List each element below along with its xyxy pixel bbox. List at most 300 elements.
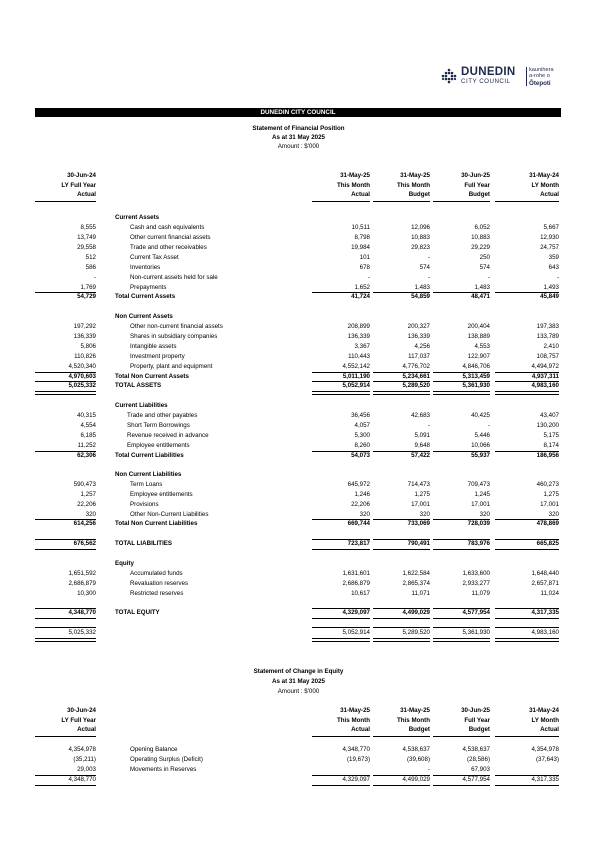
cell-value: 9,648	[414, 442, 430, 449]
cell-value: (37,643)	[535, 756, 559, 763]
rule-line	[495, 519, 559, 520]
table-row	[0, 362, 597, 372]
cell-value: 136,339	[73, 333, 96, 340]
rule-line	[35, 451, 96, 452]
row-label: Trade and other payables	[127, 412, 198, 419]
cell-value: 12,930	[540, 234, 559, 241]
cell-value: 2,410	[543, 343, 559, 350]
rule-line	[312, 785, 370, 786]
cell-value: 6,052	[474, 224, 490, 231]
cell-value: 5,091	[414, 432, 430, 439]
cell-value: 10,300	[77, 590, 96, 597]
cell-value: 43,407	[540, 412, 559, 419]
eq-title: Statement of Change in Equity	[253, 668, 344, 675]
rule-line	[312, 627, 370, 628]
row-label: Term Loans	[130, 481, 163, 488]
cell-value: 5,052,914	[342, 382, 370, 389]
cell-value: 320	[548, 511, 559, 518]
rule-line	[495, 775, 559, 776]
cell-value: 709,473	[467, 481, 490, 488]
rule-line	[35, 381, 96, 382]
rule-line	[35, 292, 96, 293]
col-header-line: This Month	[397, 716, 430, 724]
cell-value: 54,729	[77, 293, 96, 300]
cell-value: 10,511	[351, 224, 370, 231]
col-header-line: 30-Jun-24	[67, 707, 96, 714]
col-header-line: Actual	[540, 191, 559, 198]
rule-line	[433, 519, 490, 520]
rule-line	[312, 292, 370, 293]
rule-line	[312, 539, 370, 540]
rule-line	[495, 292, 559, 293]
rule-line	[433, 638, 490, 642]
rule-line	[312, 451, 370, 452]
table-row	[0, 765, 597, 775]
table-row	[0, 775, 597, 785]
logo-sub: CITY COUNCIL	[461, 78, 511, 85]
cell-value: 29,558	[77, 244, 96, 251]
row-label: Shares in subsidiary companies	[130, 333, 218, 340]
col-header	[433, 171, 490, 200]
col-header-line: 30-Jun-24	[67, 172, 96, 179]
rule-line	[433, 381, 490, 382]
cell-value: 5,300	[354, 432, 370, 439]
cell-value: 645,972	[347, 481, 370, 488]
col-header-line: Budget	[468, 191, 490, 198]
rule-line	[373, 391, 430, 395]
cell-value: 6,185	[80, 432, 96, 439]
cell-value: 4,520,340	[68, 363, 96, 370]
rule-line	[433, 608, 490, 609]
cell-value: 1,275	[414, 491, 430, 498]
cell-value: 11,071	[411, 590, 430, 597]
table-row	[0, 519, 597, 529]
row-label: Intangible assets	[130, 343, 177, 350]
col-header-line: Actual	[351, 191, 370, 198]
rule-line	[495, 638, 559, 642]
cell-value: 5,313,459	[462, 373, 490, 380]
row-label: Property, plant and equipment	[130, 363, 213, 370]
col-header-line: LY Month	[531, 716, 559, 724]
cell-value: 133,789	[536, 333, 559, 340]
cell-value: 1,652	[354, 284, 370, 291]
cell-value: 5,446	[474, 432, 490, 439]
col-header-line: 31-May-25	[400, 172, 430, 179]
council-banner: DUNEDIN CITY COUNCIL	[35, 108, 561, 117]
cell-value: 54,859	[411, 293, 430, 300]
rule-line	[373, 736, 430, 737]
col-header	[35, 706, 96, 735]
eq-date: As at 31 May 2025	[272, 678, 325, 685]
cell-value: 208,899	[347, 323, 370, 330]
row-label: TOTAL LIABILITIES	[115, 540, 173, 547]
cell-value: 2,686,879	[68, 580, 96, 587]
cell-value: 42,683	[411, 412, 430, 419]
cell-value: 41,724	[351, 293, 370, 300]
cell-value: 10,066	[471, 442, 490, 449]
cell-value: 4,553	[474, 343, 490, 350]
cell-value: -	[487, 274, 490, 281]
rule-line	[373, 549, 430, 550]
cell-value: (35,211)	[73, 756, 96, 763]
cell-value: 110,826	[74, 353, 96, 360]
rule-line	[433, 618, 490, 619]
logo-maori-1: kaunihera	[529, 67, 554, 73]
cell-value: 8,260	[354, 442, 370, 449]
cell-value: 5,052,914	[342, 629, 370, 636]
row-label: Short Term Borrowings	[127, 422, 190, 429]
row-label: Accumulated funds	[130, 570, 183, 577]
cell-value: 138,889	[467, 333, 490, 340]
cell-value: 101	[359, 254, 370, 261]
col-header-line: 31-May-25	[400, 707, 430, 714]
cell-value: 8,798	[354, 234, 370, 241]
rule-line	[312, 519, 370, 520]
table-row	[0, 470, 597, 480]
rule-line	[35, 736, 96, 737]
cell-value: 665,825	[536, 540, 559, 547]
rule-line	[495, 539, 559, 540]
rule-line	[35, 638, 96, 642]
eq-amount: Amount : $'000	[277, 688, 320, 695]
cell-value: -	[487, 422, 490, 429]
rule-line	[35, 627, 96, 628]
rule-line	[373, 201, 430, 202]
cell-value: 5,234,661	[402, 373, 430, 380]
cell-value: 4,846,706	[462, 363, 490, 370]
cell-value: 643	[548, 264, 559, 271]
cell-value: 586	[85, 264, 96, 271]
cell-value: 117,037	[408, 353, 430, 360]
table-row	[0, 263, 597, 273]
cell-value: 574	[479, 264, 490, 271]
row-label: TOTAL EQUITY	[115, 609, 160, 616]
cell-value: 200,404	[467, 323, 490, 330]
col-header-line: 31-May-24	[529, 707, 559, 714]
cell-value: 4,499,029	[402, 776, 430, 783]
row-label: Provisions	[130, 501, 159, 508]
rule-line	[433, 785, 490, 786]
cell-value: 512	[85, 254, 96, 261]
table-row	[0, 312, 597, 322]
cell-value: 12,096	[411, 224, 430, 231]
row-label: Employee entitlements	[130, 491, 193, 498]
col-header	[312, 171, 370, 200]
cell-value: 5,361,930	[462, 382, 490, 389]
rule-line	[433, 549, 490, 550]
cell-value: (39,608)	[406, 756, 430, 763]
col-header	[35, 171, 96, 200]
cell-value: 1,246	[354, 491, 370, 498]
row-label: Current Assets	[115, 214, 160, 221]
rule-line	[373, 638, 430, 642]
cell-value: 4,552,142	[342, 363, 370, 370]
fp-amount: Amount : $'000	[277, 143, 320, 150]
rule-line	[433, 201, 490, 202]
cell-value: 4,348,770	[68, 776, 96, 783]
cell-value: 10,883	[471, 234, 490, 241]
col-header-line: Budget	[408, 191, 430, 198]
cell-value: 2,657,871	[531, 580, 559, 587]
cell-value: 2,865,374	[402, 580, 430, 587]
row-label: Total Current Assets	[115, 293, 176, 300]
cell-value: 714,473	[407, 481, 430, 488]
cell-value: 4,554	[80, 422, 96, 429]
rule-line	[373, 627, 430, 628]
col-header-line: This Month	[397, 181, 430, 189]
table-row	[0, 745, 597, 755]
row-label: Non Current Assets	[115, 313, 173, 320]
cell-value: 320	[359, 511, 370, 518]
table-row	[0, 579, 597, 589]
cell-value: 723,817	[347, 540, 370, 547]
rule-line	[35, 549, 96, 550]
cell-value: -	[556, 274, 559, 281]
row-label: Prepayments	[130, 284, 167, 291]
table-row	[0, 273, 597, 283]
rule-line	[433, 292, 490, 293]
cell-value: 4,317,335	[531, 776, 559, 783]
cell-value: 728,039	[467, 520, 490, 527]
logo-maori	[529, 67, 554, 79]
rule-line	[312, 372, 370, 373]
rule-line	[373, 618, 430, 619]
table-row	[0, 411, 597, 421]
rule-line	[495, 372, 559, 373]
rule-line	[433, 391, 490, 395]
cell-value: 4,776,702	[402, 363, 430, 370]
col-header	[312, 706, 370, 735]
cell-value: 40,315	[77, 412, 96, 419]
logo-mark-icon	[440, 68, 458, 86]
table-row	[0, 559, 597, 569]
cell-value: 4,354,978	[68, 746, 96, 753]
row-label: Non Current Liabilities	[115, 471, 182, 478]
cell-value: 122,907	[467, 353, 490, 360]
rule-line	[433, 539, 490, 540]
row-label: Inventories	[130, 264, 161, 271]
cell-value: 5,289,520	[402, 629, 430, 636]
table-row	[0, 401, 597, 411]
cell-value: 29,229	[471, 244, 490, 251]
rule-line	[35, 391, 96, 395]
cell-value: 320	[419, 511, 430, 518]
cell-value: 45,849	[540, 293, 559, 300]
cell-value: 17,001	[540, 501, 559, 508]
row-label: Revenue received in advance	[127, 432, 209, 439]
rule-line	[312, 381, 370, 382]
cell-value: 1,622,584	[402, 570, 430, 577]
cell-value: 17,001	[471, 501, 490, 508]
cell-value: 678	[359, 264, 370, 271]
rule-line	[495, 201, 559, 202]
col-header-line: Full Year	[464, 181, 490, 189]
cell-value: 1,483	[414, 284, 430, 291]
cell-value: 4,538,637	[402, 746, 430, 753]
cell-value: 11,252	[77, 442, 96, 449]
table-row	[0, 589, 597, 599]
row-label: Total Non Current Liabilities	[115, 520, 198, 527]
rule-line	[35, 539, 96, 540]
rule-line	[312, 736, 370, 737]
cell-value: 614,256	[73, 520, 96, 527]
cell-value: 110,443	[348, 353, 370, 360]
cell-value: 200,327	[407, 323, 430, 330]
cell-value: 1,245	[474, 491, 490, 498]
cell-value: 783,976	[467, 540, 490, 547]
cell-value: 13,749	[77, 234, 96, 241]
col-header-line: Actual	[351, 726, 370, 733]
cell-value: 10,883	[411, 234, 430, 241]
rule-line	[35, 785, 96, 786]
rule-line	[495, 627, 559, 628]
cell-value: 5,025,332	[68, 629, 96, 636]
table-row	[0, 500, 597, 510]
table-row	[0, 441, 597, 451]
col-header	[495, 706, 559, 735]
col-header-line: 31-May-25	[340, 172, 370, 179]
cell-value: 55,937	[471, 452, 490, 459]
table-row	[0, 490, 597, 500]
rule-line	[433, 451, 490, 452]
table-row	[0, 421, 597, 431]
cell-value: 4,329,097	[342, 776, 370, 783]
table-row	[0, 381, 597, 391]
row-label: Employee entitlements	[127, 442, 190, 449]
col-header	[495, 171, 559, 200]
rule-line	[312, 608, 370, 609]
cell-value: (28,586)	[466, 756, 490, 763]
cell-value: 62,306	[77, 452, 96, 459]
cell-value: 48,471	[471, 293, 490, 300]
cell-value: 359	[548, 254, 559, 261]
row-label: Other non-current financial assets	[130, 323, 223, 330]
cell-value: 5,011,190	[342, 373, 370, 380]
col-header	[373, 706, 430, 735]
col-header-line: 31-May-24	[529, 172, 559, 179]
table-row	[0, 451, 597, 461]
fp-date: As at 31 May 2025	[272, 134, 325, 141]
cell-value: 1,769	[80, 284, 96, 291]
row-label: Cash and cash equivalents	[130, 224, 205, 231]
rule-line	[373, 372, 430, 373]
rule-line	[312, 775, 370, 776]
cell-value: 790,491	[407, 540, 430, 547]
table-row	[0, 223, 597, 233]
cell-value: 8,174	[543, 442, 559, 449]
cell-value: -	[367, 274, 370, 281]
rule-line	[433, 372, 490, 373]
cell-value: 676,562	[73, 540, 96, 547]
row-label: Investment property	[130, 353, 185, 360]
row-label: Operating Surplus (Deficit)	[130, 756, 203, 763]
cell-value: 1,631,601	[342, 570, 370, 577]
cell-value: 1,257	[80, 491, 96, 498]
cell-value: 250	[479, 254, 490, 261]
cell-value: -	[93, 274, 96, 281]
logo-divider	[526, 67, 527, 86]
cell-value: (19,673)	[346, 756, 370, 763]
table-row	[0, 292, 597, 302]
cell-value: 19,984	[351, 244, 370, 251]
table-row	[0, 233, 597, 243]
logo-name: DUNEDIN	[461, 66, 516, 78]
table-row	[0, 480, 597, 490]
cell-value: 197,292	[73, 323, 96, 330]
cell-value: 11,079	[471, 590, 490, 597]
cell-value: 669,744	[347, 520, 370, 527]
rule-line	[373, 451, 430, 452]
row-label: Current Tax Asset	[130, 254, 179, 261]
cell-value: 590,473	[73, 481, 96, 488]
table-row	[0, 332, 597, 342]
cell-value: 2,933,277	[462, 580, 490, 587]
cell-value: 197,383	[536, 323, 559, 330]
cell-value: 136,339	[347, 333, 370, 340]
cell-value: 8,555	[80, 224, 96, 231]
table-row	[0, 569, 597, 579]
cell-value: 17,001	[411, 501, 430, 508]
cell-value: 4,538,637	[462, 746, 490, 753]
cell-value: 24,757	[540, 244, 559, 251]
rule-line	[35, 372, 96, 373]
cell-value: -	[427, 422, 430, 429]
row-label: Other Non-Current Liabilities	[130, 511, 209, 518]
rule-line	[373, 519, 430, 520]
table-row	[0, 213, 597, 223]
cell-value: 29,003	[77, 766, 96, 773]
col-header-line: Actual	[77, 726, 96, 733]
rule-line	[373, 775, 430, 776]
cell-value: 4,970,603	[68, 373, 96, 380]
rule-line	[373, 292, 430, 293]
table-row	[0, 431, 597, 441]
rule-line	[495, 451, 559, 452]
cell-value: 4,256	[414, 343, 430, 350]
rule-line	[495, 736, 559, 737]
rule-line	[312, 391, 370, 395]
rule-line	[312, 638, 370, 642]
cell-value: 3,367	[354, 343, 370, 350]
cell-value: 4,494,972	[531, 363, 559, 370]
cell-value: 36,456	[351, 412, 370, 419]
cell-value: 67,903	[471, 766, 490, 773]
col-header	[433, 706, 490, 735]
row-label: Non-current assets held for sale	[130, 274, 218, 281]
rule-line	[35, 519, 96, 520]
col-header-line: LY Full Year	[61, 716, 96, 724]
cell-value: 40,425	[471, 412, 490, 419]
table-row	[0, 322, 597, 332]
cell-value: 108,757	[536, 353, 559, 360]
cell-value: 320	[479, 511, 490, 518]
cell-value: 4,348,770	[342, 746, 370, 753]
cell-value: 136,339	[407, 333, 430, 340]
cell-value: 1,483	[474, 284, 490, 291]
col-header-line: 30-Jun-25	[461, 707, 490, 714]
rule-line	[373, 608, 430, 609]
rule-line	[433, 627, 490, 628]
rule-line	[312, 549, 370, 550]
cell-value: 5,175	[543, 432, 559, 439]
cell-value: 5,806	[80, 343, 96, 350]
col-header-line: Actual	[540, 726, 559, 733]
col-header-line: Full Year	[464, 716, 490, 724]
col-header-line: Budget	[408, 726, 430, 733]
cell-value: 22,206	[77, 501, 96, 508]
table-row	[0, 352, 597, 362]
cell-value: -	[427, 274, 430, 281]
